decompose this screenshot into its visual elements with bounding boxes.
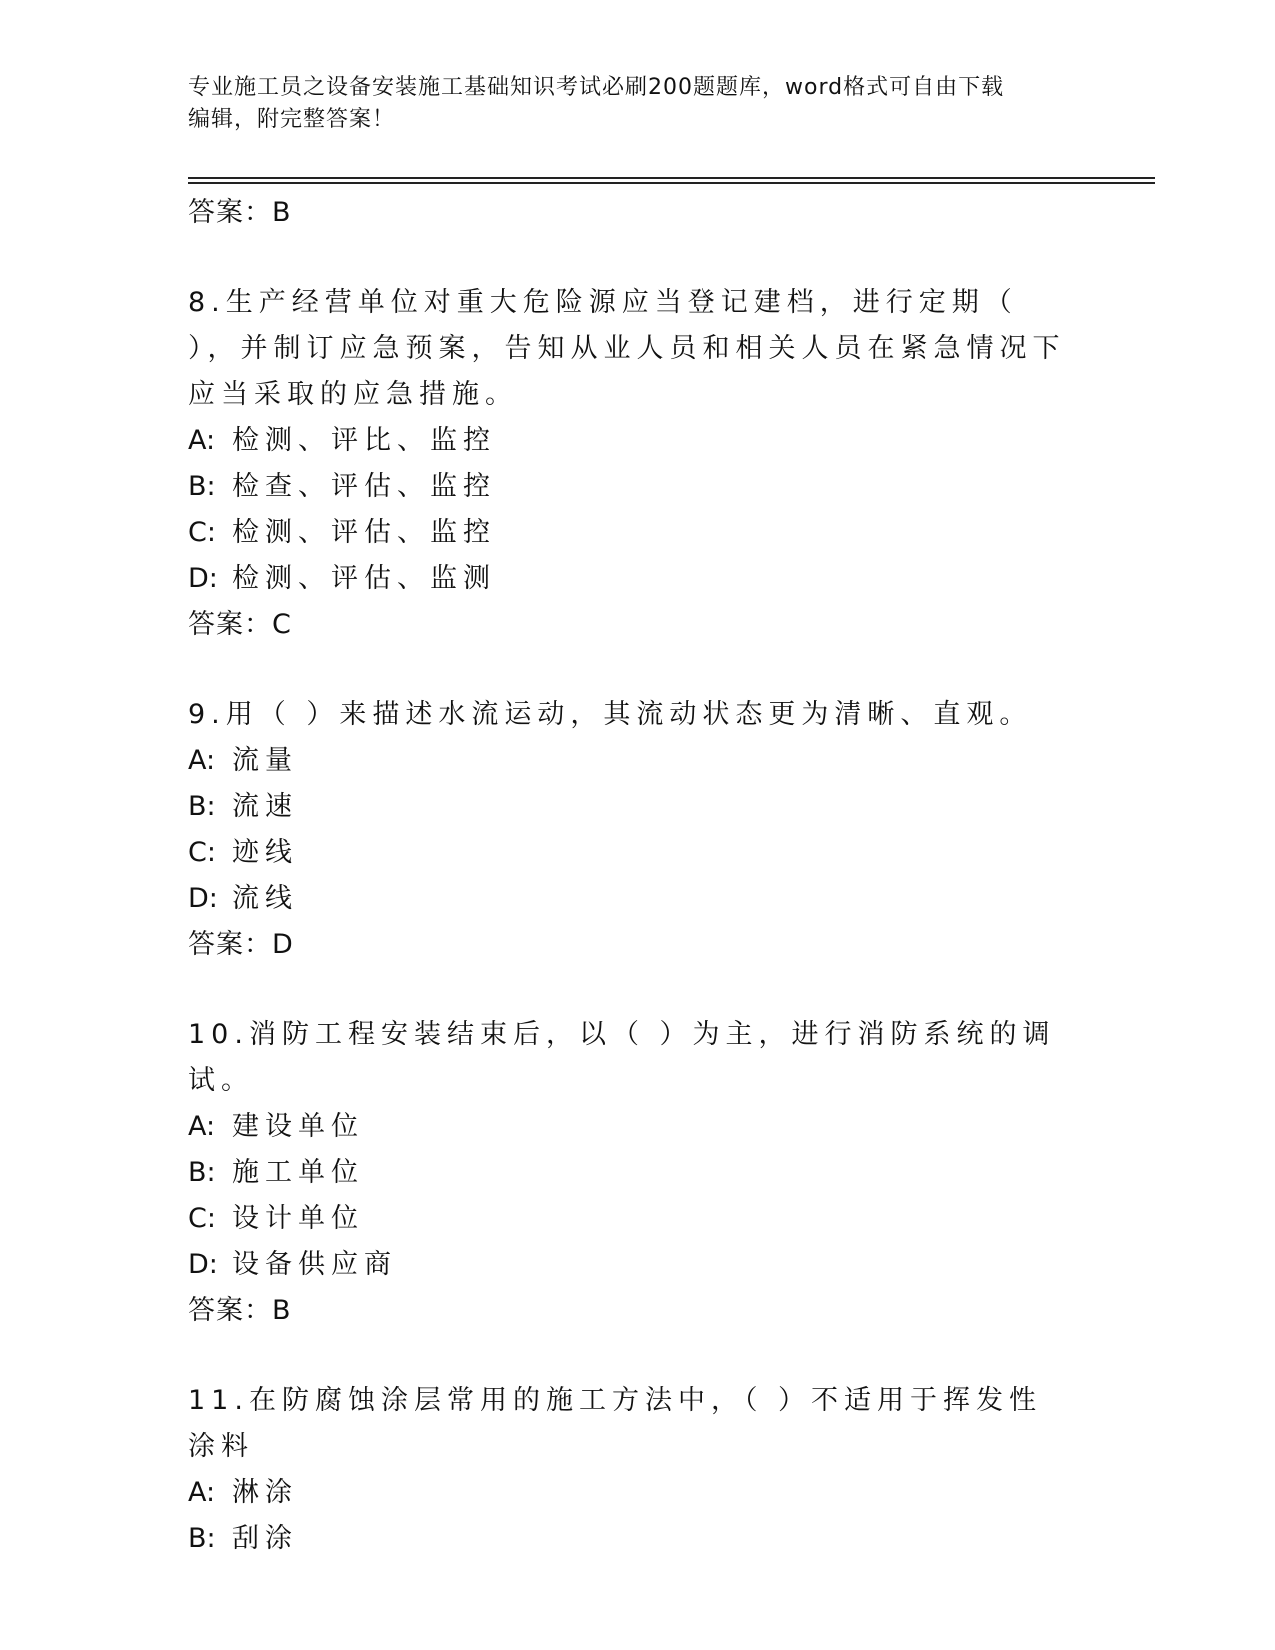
option-letter: C: [188, 517, 216, 548]
option-d [188, 556, 1088, 602]
option-a [188, 418, 1088, 464]
option-b [188, 784, 1088, 830]
option-letter: A: [188, 425, 216, 456]
option-text: 施工单位 [232, 1157, 364, 1188]
option-c [188, 510, 1088, 556]
option-letter: B: [188, 791, 216, 822]
option-text: 检测、评比、监控 [232, 425, 496, 456]
option-text: 设备供应商 [232, 1249, 397, 1280]
option-text: 流速 [232, 791, 298, 822]
option-letter: A: [188, 745, 216, 776]
option-d [188, 1242, 1088, 1288]
option-text: 迹线 [232, 837, 298, 868]
spacer [188, 968, 1088, 1012]
option-text: 检测、评估、监测 [232, 563, 496, 594]
option-b [188, 464, 1088, 510]
option-letter: B: [188, 1157, 216, 1188]
spacer [188, 236, 1088, 280]
answer-line: 答案：C [188, 609, 292, 640]
option-letter: A: [188, 1111, 216, 1142]
question-text: 11.在防腐蚀涂层常用的施工方法中，（ ）不适用于挥发性涂料 [188, 1385, 1043, 1462]
question-text: 10.消防工程安装结束后，以（ ）为主，进行消防系统的调试。 [188, 1019, 1056, 1096]
option-text: 设计单位 [232, 1203, 364, 1234]
option-text: 流线 [232, 883, 298, 914]
question-block [188, 280, 1088, 648]
option-letter: C: [188, 1203, 216, 1234]
answer-line: 答案：B [188, 1295, 292, 1326]
option-text: 检查、评估、监控 [232, 471, 496, 502]
answer-line: 答案：D [188, 929, 294, 960]
option-letter: D: [188, 1249, 218, 1280]
header-title-line-1: 专业施工员之设备安装施工基础知识考试必刷200题题库，word格式可自由下载 [188, 75, 1005, 100]
question-block [188, 1012, 1088, 1334]
option-letter: A: [188, 1477, 216, 1508]
page-header [188, 72, 1088, 136]
option-c [188, 830, 1088, 876]
option-a [188, 1104, 1088, 1150]
option-b [188, 1150, 1088, 1196]
option-letter: B: [188, 1523, 216, 1554]
option-text: 建设单位 [232, 1111, 364, 1142]
option-text: 刮涂 [232, 1523, 298, 1554]
question-list [188, 190, 1088, 1562]
option-d [188, 876, 1088, 922]
question-block [188, 692, 1088, 968]
option-text: 流量 [232, 745, 298, 776]
option-a [188, 738, 1088, 784]
question-block [188, 1378, 1088, 1562]
question-text: 9.用（ ）来描述水流运动，其流动状态更为清晰、直观。 [188, 699, 1033, 730]
header-divider-bottom [188, 182, 1155, 184]
header-divider-top [188, 177, 1155, 179]
spacer [188, 648, 1088, 692]
option-letter: D: [188, 563, 218, 594]
option-letter: B: [188, 471, 216, 502]
option-b [188, 1516, 1088, 1562]
option-letter: C: [188, 837, 216, 868]
spacer [188, 1334, 1088, 1378]
option-text: 检测、评估、监控 [232, 517, 496, 548]
option-text: 淋涂 [232, 1477, 298, 1508]
option-c [188, 1196, 1088, 1242]
question-text: 8.生产经营单位对重大危险源应当登记建档，进行定期（ ），并制订应急预案，告知从业人员和相关人员在紧急情况下应当采取的应急措施。 [188, 287, 1066, 410]
option-a [188, 1470, 1088, 1516]
answer-line: 答案：B [188, 197, 292, 228]
header-title-line-2: 编辑，附完整答案！ [188, 107, 396, 132]
option-letter: D: [188, 883, 218, 914]
